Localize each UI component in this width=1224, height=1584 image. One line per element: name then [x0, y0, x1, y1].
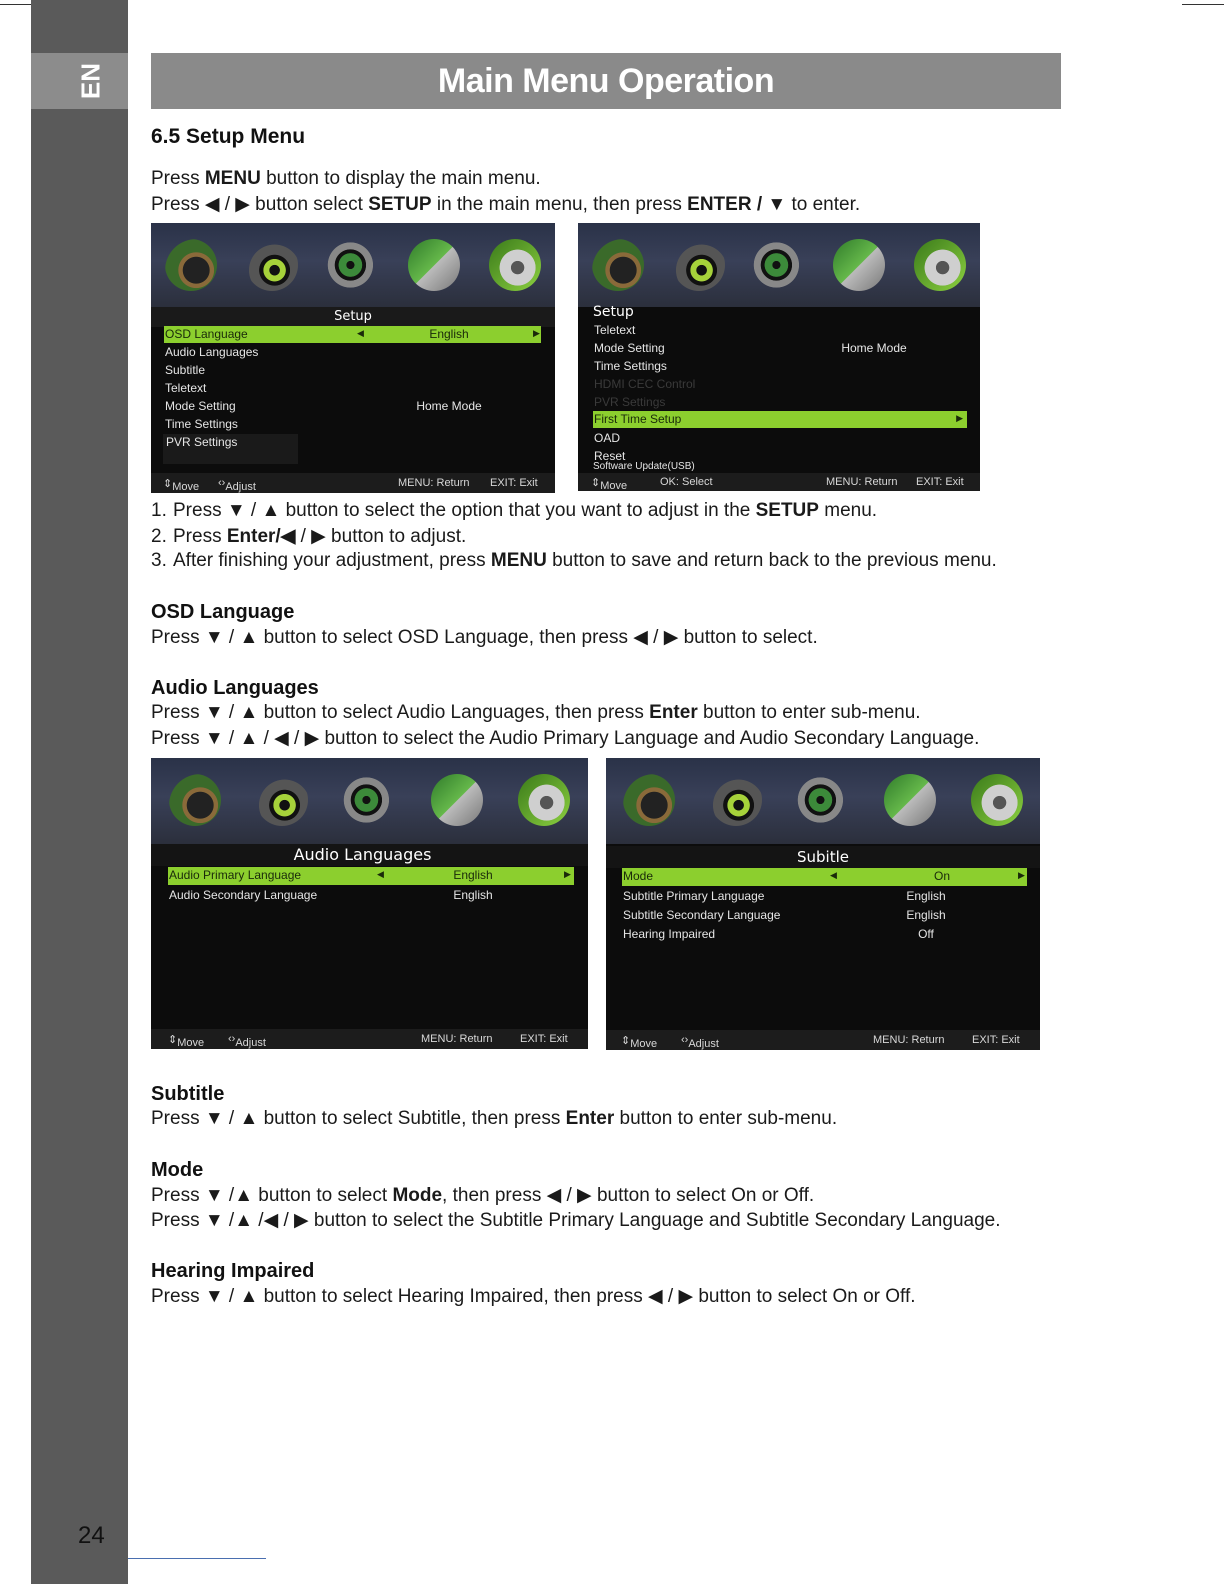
step-number: 2. — [151, 526, 167, 547]
osd-screen-subtitle — [606, 758, 1040, 1050]
osd-footer-menu: MENU: Return — [398, 477, 470, 489]
osd-item-mode-setting[interactable] — [151, 398, 555, 415]
intro-text: Press ◀ / ▶ button select — [151, 194, 369, 215]
osd-footer-exit: EXIT: Exit — [490, 477, 538, 489]
osd-item-mode-setting[interactable] — [578, 340, 980, 357]
body-text: Press ▼ / ▲ button to select Audio Languages, then press — [151, 702, 650, 723]
body-text: button to enter sub-menu. — [697, 702, 921, 723]
mode-heading: Mode — [151, 1159, 204, 1181]
step-text: button to save and return back to the previous menu. — [546, 550, 997, 571]
mode-line-2: Press ▼ /▲ /◀ / ▶ button to select the Subtitle Primary Language and Subtitle Secondary Language. — [151, 1210, 1001, 1231]
sound-icon — [673, 239, 725, 291]
footer-adjust-label: Adjust — [688, 1038, 719, 1050]
arrow-right-icon: ▶ — [1018, 870, 1025, 880]
osd-item-audio-primary[interactable] — [168, 867, 574, 885]
step-text: menu. — [818, 500, 878, 521]
osd-item-teletext[interactable] — [578, 322, 980, 339]
intro-line-2 — [151, 193, 860, 216]
channel-icon — [327, 239, 379, 291]
arrow-right-icon: ▶ — [533, 328, 540, 338]
picture-icon — [592, 239, 644, 291]
audio-languages-line-1 — [151, 702, 921, 724]
osd-footer — [606, 1030, 1040, 1050]
body-text: Press ▼ / ▲ button to select Subtitle, then press — [151, 1108, 566, 1129]
osd-icon-bar — [578, 223, 980, 307]
osd-footer-move: ⇕ Move — [168, 1034, 205, 1049]
osd-title: Audio Languages — [151, 844, 588, 866]
osd-item-label: Audio Secondary Language — [169, 888, 318, 902]
osd-item-hdmi-cec — [578, 376, 980, 393]
setup-gear-icon — [914, 239, 966, 291]
setup-keyword: SETUP — [755, 500, 819, 521]
subtitle-line-1 — [151, 1108, 837, 1130]
osd-item-subtitle-secondary[interactable] — [606, 907, 1040, 924]
picture-icon — [165, 239, 217, 291]
osd-item-pvr-settings[interactable] — [163, 434, 298, 464]
osd-language-heading: OSD Language — [151, 601, 295, 623]
hearing-impaired-heading: Hearing Impaired — [151, 1260, 315, 1282]
body-text: Press ▼ /▲ button to select — [151, 1185, 393, 1206]
section-heading: 6.5 Setup Menu — [151, 125, 306, 148]
osd-item-oad[interactable] — [578, 430, 980, 447]
osd-item-subtitle[interactable] — [151, 362, 555, 379]
osd-item-teletext[interactable] — [151, 380, 555, 397]
arrow-left-icon: ◀ — [830, 870, 837, 880]
osd-item-first-time-setup[interactable] — [593, 411, 967, 428]
footer-move-label: Move — [600, 480, 628, 491]
osd-footer-menu: MENU: Return — [826, 476, 898, 488]
audio-languages-heading: Audio Languages — [151, 677, 319, 699]
osd-item-label: Subtitle Primary Language — [623, 889, 765, 903]
osd-item-value: English — [429, 327, 469, 341]
step-text: / ▶ button to adjust. — [295, 526, 467, 547]
osd-item-value: On — [933, 869, 950, 883]
footer-rule — [128, 1558, 266, 1559]
osd-item-label: Teletext — [594, 323, 636, 337]
channel-icon — [797, 774, 849, 826]
hearing-impaired-text: Press ▼ / ▲ button to select Hearing Impaired, then press ◀ / ▶ button to select On or Off. — [151, 1286, 916, 1307]
osd-item-osd-language[interactable] — [164, 326, 541, 343]
osd-item-label: Time Settings — [165, 417, 238, 431]
intro-line-1 — [151, 168, 541, 190]
osd-item-audio-secondary[interactable] — [151, 887, 588, 904]
osd-item-label: Subtitle — [165, 363, 206, 377]
body-text: button to enter sub-menu. — [614, 1108, 838, 1129]
crop-mark-right — [1182, 4, 1224, 5]
osd-item-label: PVR Settings — [594, 395, 666, 409]
osd-item-value: English — [906, 908, 946, 922]
picture-icon — [623, 774, 675, 826]
arrow-right-icon: ▶ — [564, 869, 571, 879]
menu-keyword: MENU — [204, 168, 261, 189]
osd-item-value: English — [453, 868, 493, 882]
step-text: Press ▼ / ▲ button to select the option that you want to adjust in the — [173, 500, 756, 521]
channel-icon — [343, 774, 395, 826]
osd-item-label: Mode Setting — [165, 399, 236, 413]
osd-language-text: Press ▼ / ▲ button to select OSD Language, then press ◀ / ▶ button to select. — [151, 627, 818, 648]
footer-move-label: Move — [172, 481, 200, 493]
arrow-left-icon: ◀ — [377, 869, 384, 879]
step-2 — [151, 525, 466, 548]
osd-footer-menu: MENU: Return — [421, 1033, 493, 1045]
osd-item-label: Subtitle Secondary Language — [623, 908, 781, 922]
channel-icon — [753, 239, 805, 291]
osd-item-label: Hearing Impaired — [623, 927, 716, 941]
osd-item-label: Software Update(USB) — [593, 461, 695, 472]
osd-item-label: Audio Languages — [165, 345, 259, 359]
intro-text: button to display the main menu. — [260, 168, 541, 189]
page-title: Main Menu Operation — [437, 61, 775, 100]
mode-line-1 — [151, 1184, 814, 1207]
osd-item-value: English — [906, 889, 946, 903]
osd-item-value: Home Mode — [841, 341, 907, 355]
osd-item-label: Time Settings — [594, 359, 667, 373]
osd-item-time-settings[interactable] — [151, 416, 555, 433]
osd-title: Setup — [151, 307, 555, 327]
osd-title: Subitle — [606, 846, 1040, 868]
sound-icon — [246, 239, 298, 291]
footer-adjust-label: Adjust — [225, 481, 256, 493]
setup-gear-icon — [518, 774, 570, 826]
language-tab-label: EN — [75, 62, 106, 100]
osd-footer-menu: MENU: Return — [873, 1034, 945, 1046]
osd-item-hearing-impaired[interactable] — [606, 926, 1040, 943]
osd-footer — [151, 473, 555, 493]
osd-footer-adjust: ‹› Adjust — [218, 477, 256, 493]
picture-icon — [169, 774, 221, 826]
osd-item-audio-languages[interactable] — [151, 344, 555, 361]
osd-footer-adjust: ‹› Adjust — [228, 1033, 266, 1049]
intro-text: to enter. — [786, 194, 861, 215]
enter-keyword: ENTER / ▼ — [687, 194, 787, 215]
osd-footer — [151, 1029, 588, 1049]
osd-item-subtitle-primary[interactable] — [606, 888, 1040, 905]
step-number: 1. — [151, 500, 167, 521]
osd-item-value: English — [453, 888, 493, 902]
footer-move-label: Move — [630, 1038, 658, 1050]
osd-item-pvr-settings — [578, 394, 980, 411]
lock-icon — [431, 774, 483, 826]
arrow-left-icon: ◀ — [357, 328, 364, 338]
sound-icon — [710, 774, 762, 826]
subtitle-heading: Subtitle — [151, 1083, 225, 1105]
osd-item-label: Mode — [623, 869, 654, 883]
setup-gear-icon — [971, 774, 1023, 826]
osd-title: Setup — [593, 304, 634, 320]
page-number: 24 — [78, 1522, 105, 1549]
osd-footer-move: ⇕ Move — [591, 477, 628, 491]
osd-footer-ok: OK: Select — [660, 476, 713, 488]
osd-footer — [578, 473, 980, 491]
lock-icon — [833, 239, 885, 291]
step-3 — [151, 550, 997, 572]
osd-item-value: Off — [918, 927, 934, 941]
arrow-right-icon: ▶ — [956, 413, 963, 423]
osd-item-label: OSD Language — [165, 327, 248, 341]
lock-icon — [408, 239, 460, 291]
osd-screen-setup-1 — [151, 223, 555, 493]
setup-keyword: SETUP — [368, 194, 432, 215]
audio-languages-line-2: Press ▼ / ▲ / ◀ / ▶ button to select the Audio Primary Language and Audio Secondary Language. — [151, 728, 980, 749]
enter-keyword: Enter — [649, 702, 698, 723]
step-text: After finishing your adjustment, press — [173, 550, 491, 571]
osd-footer-exit: EXIT: Exit — [520, 1033, 568, 1045]
osd-footer-adjust: ‹› Adjust — [681, 1034, 719, 1050]
step-1 — [151, 500, 877, 522]
setup-gear-icon — [489, 239, 541, 291]
osd-item-label: Reset — [594, 449, 626, 463]
osd-item-label: Teletext — [165, 381, 207, 395]
osd-footer-exit: EXIT: Exit — [916, 476, 964, 488]
osd-item-time-settings[interactable] — [578, 358, 980, 375]
step-number: 3. — [151, 550, 167, 571]
osd-item-label: First Time Setup — [594, 412, 682, 426]
intro-text: in the main menu, then press — [431, 194, 688, 215]
sidebar — [31, 0, 128, 1584]
footer-move-label: Move — [177, 1037, 205, 1049]
sound-icon — [256, 774, 308, 826]
osd-item-label: Mode Setting — [594, 341, 665, 355]
osd-footer-exit: EXIT: Exit — [972, 1034, 1020, 1046]
osd-item-label: Audio Primary Language — [169, 868, 302, 882]
osd-item-label: OAD — [594, 431, 621, 445]
mode-keyword: Mode — [392, 1185, 443, 1206]
osd-item-mode[interactable] — [622, 868, 1027, 886]
osd-item-label: HDMI CEC Control — [594, 377, 696, 391]
intro-text: Press — [151, 168, 205, 189]
osd-footer-move: ⇕ Move — [163, 478, 200, 493]
osd-item-label: PVR Settings — [166, 435, 238, 449]
body-text: , then press ◀ / ▶ button to select On or Off. — [442, 1185, 815, 1206]
osd-item-value: Home Mode — [416, 399, 482, 413]
enter-keyword: Enter/◀ — [226, 526, 296, 547]
osd-icon-bar — [151, 223, 555, 307]
title-banner — [151, 53, 1061, 109]
osd-icon-bar — [151, 758, 588, 844]
footer-adjust-label: Adjust — [235, 1037, 266, 1049]
osd-footer-move: ⇕ Move — [621, 1035, 658, 1050]
osd-screen-audio-languages — [151, 758, 588, 1049]
osd-icon-bar — [606, 758, 1040, 844]
menu-keyword: MENU — [490, 550, 547, 571]
step-text: Press — [173, 526, 227, 547]
lock-icon — [884, 774, 936, 826]
osd-screen-setup-2 — [578, 223, 980, 491]
enter-keyword: Enter — [565, 1108, 615, 1129]
